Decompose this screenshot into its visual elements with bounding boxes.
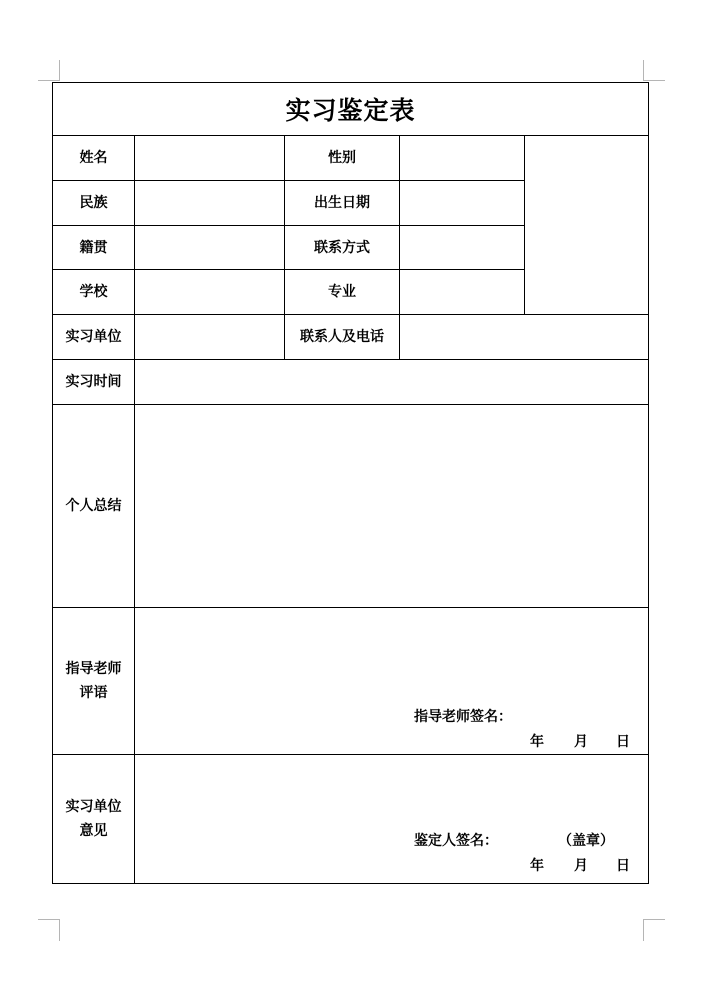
unit-date-day: 日 [616,858,630,874]
school-label: 学校 [79,284,108,300]
internship-unit-label: 实习单位 [65,329,122,345]
personal-summary-label: 个人总结 [65,498,122,514]
ethnicity-label: 民族 [79,195,108,211]
crop-mark-top-right-v [643,60,644,81]
internship-unit-field[interactable] [135,315,284,359]
major-field[interactable] [400,270,524,314]
contact-person-phone-label: 联系人及电话 [300,329,384,345]
unit-opinion-field[interactable] [135,755,648,883]
crop-mark-bottom-right-h [643,919,665,920]
advisor-date-month: 月 [574,734,588,750]
native-place-label: 籍贯 [79,239,108,256]
birth-date-field[interactable] [400,181,524,225]
contact-person-phone-field[interactable] [400,315,648,359]
advisor-signature-label: 指导老师签名： [414,709,512,725]
crop-mark-bottom-left-v [59,919,60,941]
internship-appraisal-form [52,82,649,884]
contact-field[interactable] [400,226,524,269]
crop-mark-top-left-v [59,60,60,81]
advisor-date-year: 年 [530,734,544,750]
crop-mark-top-right-h [643,80,665,81]
ethnicity-field[interactable] [135,181,284,225]
internship-period-label: 实习时间 [65,374,122,390]
personal-summary-field[interactable] [135,405,648,607]
name-field[interactable] [135,136,284,180]
advisor-comments-label [53,608,134,754]
unit-opinion-label-line2: 意见 [79,823,108,839]
appraiser-signature-label: 鉴定人签名： [414,833,498,849]
crop-mark-top-left-h [38,80,60,81]
unit-opinion-label [53,755,134,883]
unit-date-year: 年 [530,858,544,874]
crop-mark-bottom-right-v [643,919,644,941]
internship-period-field[interactable] [135,360,648,404]
unit-opinion-label-line1: 实习单位 [65,799,122,815]
gender-field[interactable] [400,136,524,180]
major-label: 专业 [328,284,356,300]
photo-area[interactable] [525,136,648,314]
advisor-comments-field[interactable] [135,608,648,754]
school-field[interactable] [135,270,284,314]
birth-date-label: 出生日期 [314,195,370,211]
crop-mark-bottom-left-h [38,919,60,920]
advisor-comments-label-line1: 指导老师 [65,661,122,677]
form-title: 实习鉴定表 [285,96,416,125]
advisor-comments-label-line2: 评语 [79,685,108,701]
unit-date-month: 月 [574,858,588,874]
seal-label: （盖章） [558,833,614,849]
advisor-date-day: 日 [616,734,630,750]
contact-label: 联系方式 [314,239,370,256]
name-label: 姓名 [79,150,108,166]
native-place-field[interactable] [135,226,284,269]
gender-label: 性别 [328,150,356,166]
